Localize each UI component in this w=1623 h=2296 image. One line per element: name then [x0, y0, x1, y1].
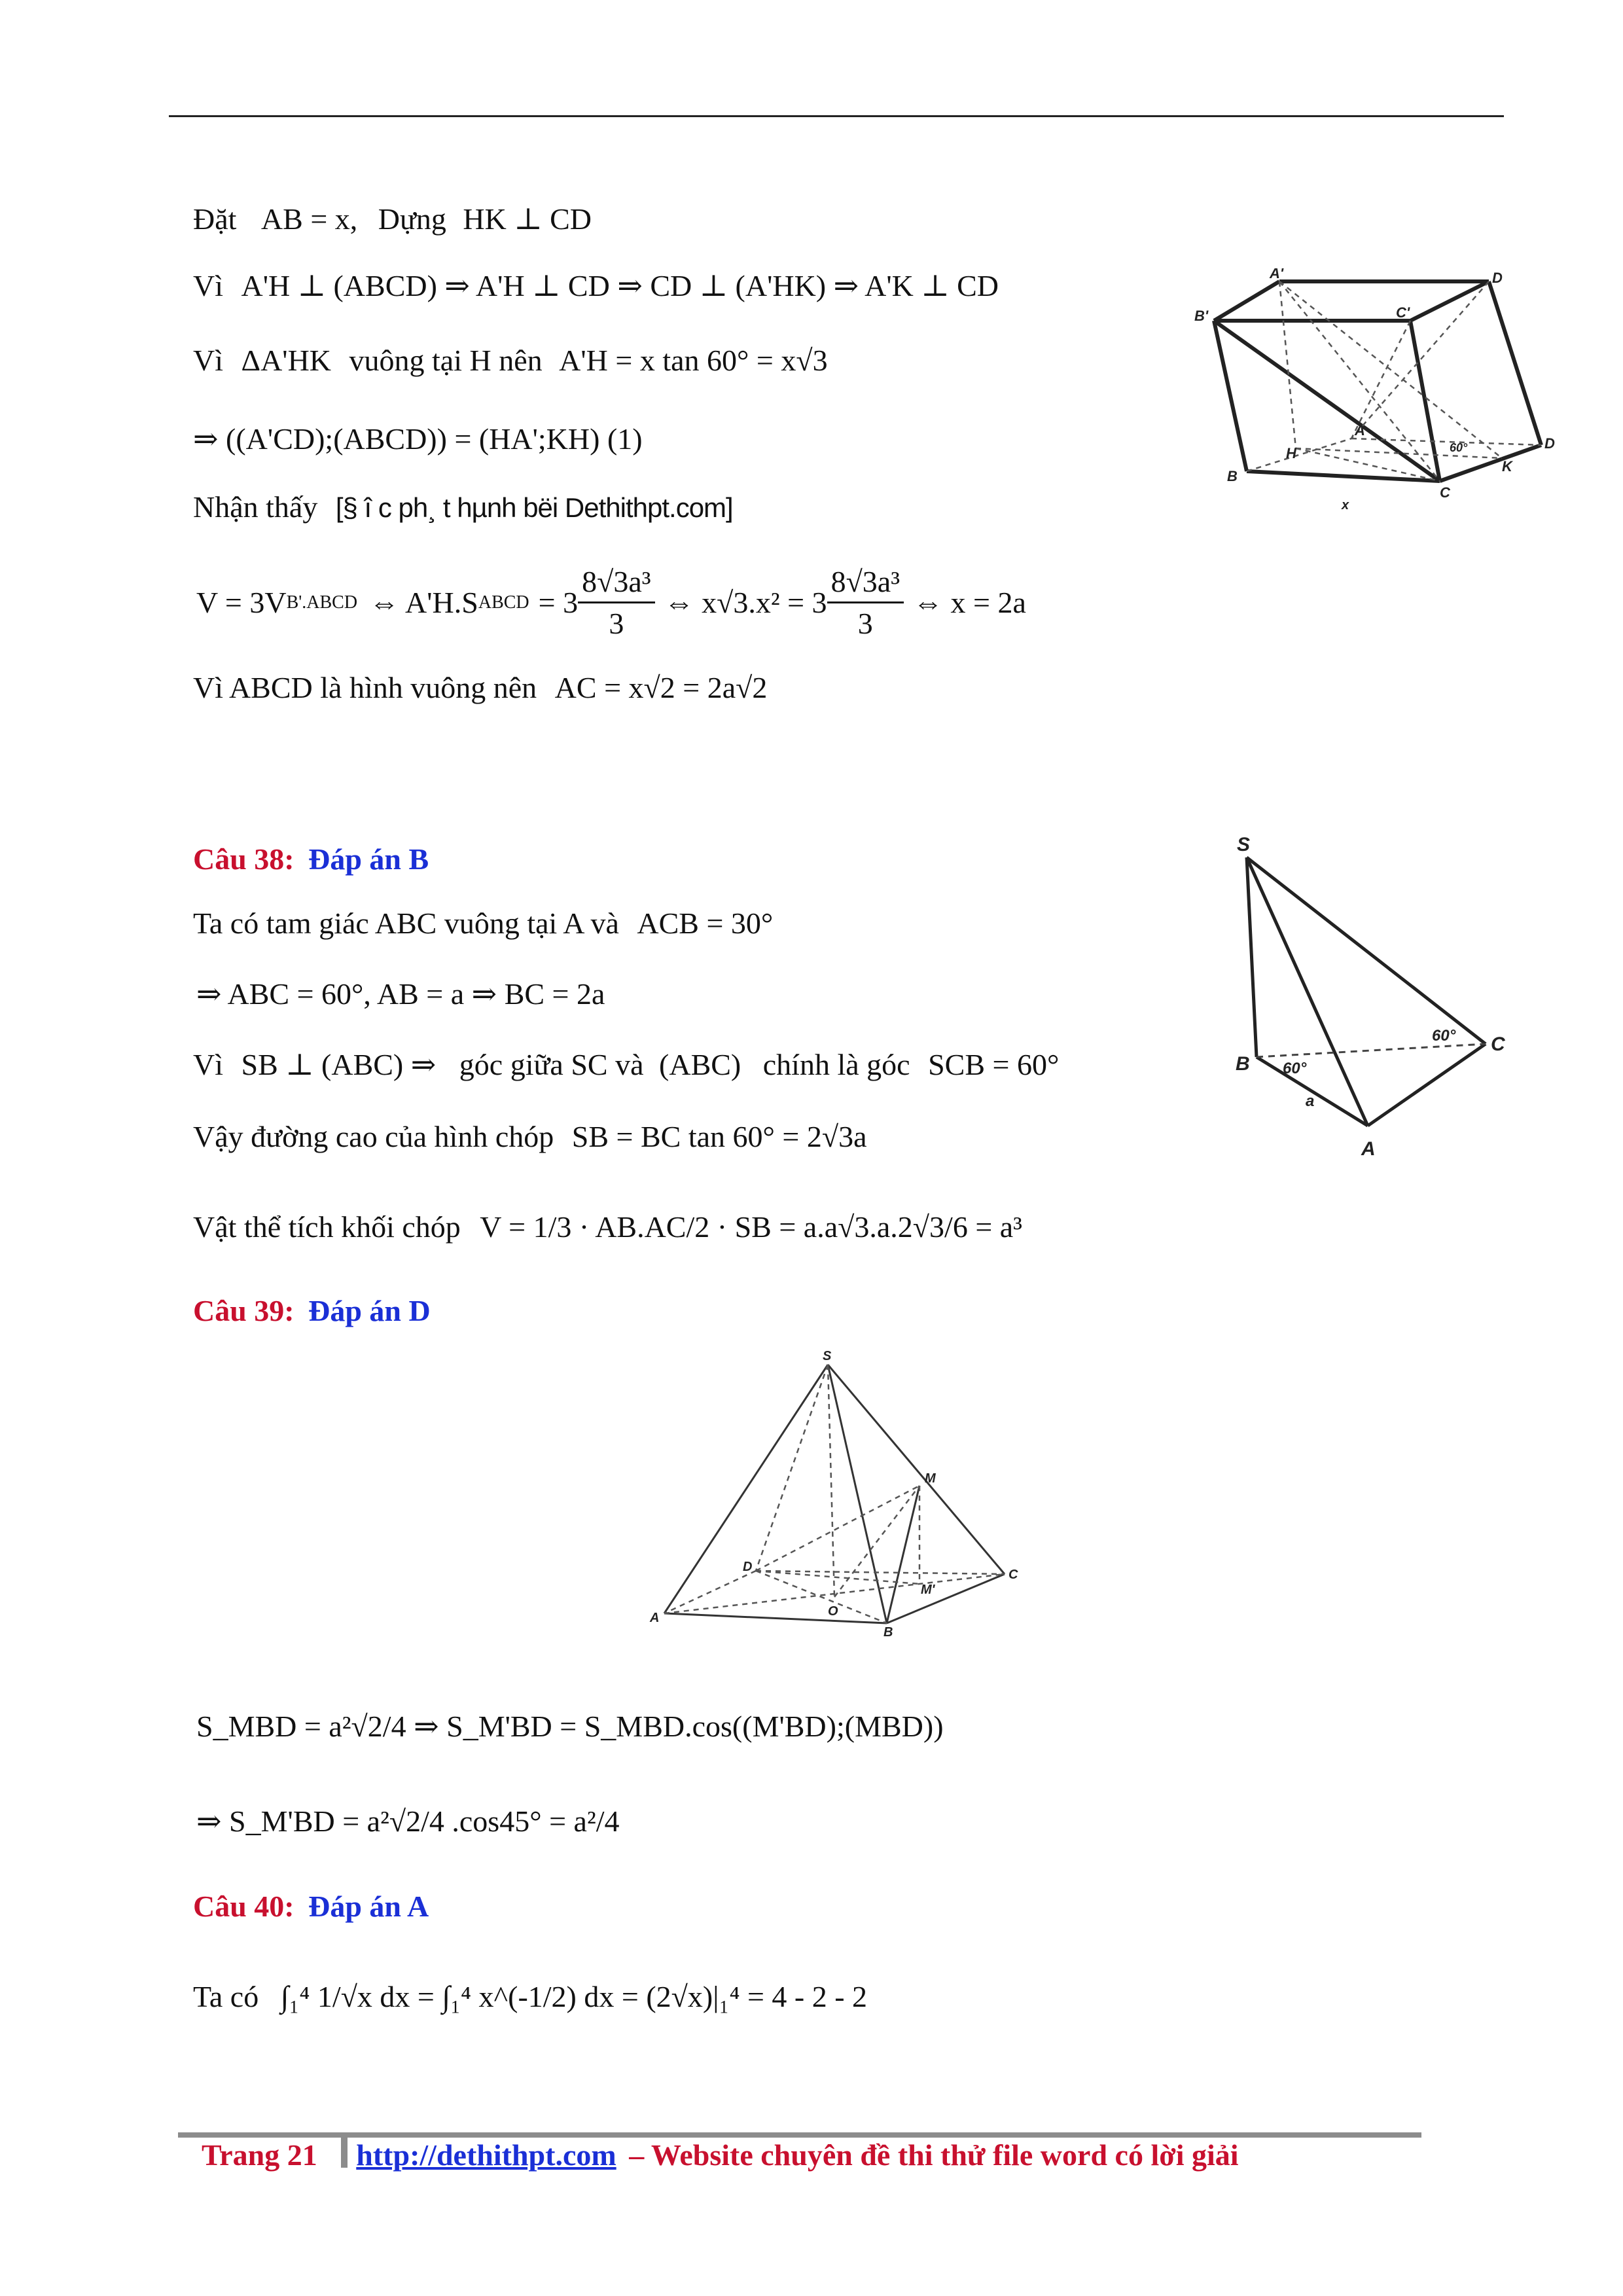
fig2-label-angle-b: 60°: [1283, 1060, 1307, 1077]
fig1-label-x: x: [1342, 498, 1349, 512]
fig1-label-h: H: [1286, 445, 1296, 461]
fig2-label-a: A: [1361, 1138, 1376, 1160]
fig1-label-b-prime: B': [1194, 308, 1209, 324]
fig3-label-s: S: [823, 1349, 832, 1363]
fig3-label-a: A: [650, 1611, 660, 1625]
prev-line-7: Vì ABCD là hình vuông nên AC = x√2 = 2a√2: [193, 671, 768, 704]
q40-heading: Câu 40: Đáp án A: [193, 1890, 429, 1923]
prev-line-6: V = 3V B'.ABCD ⇔ A'H.S ABCD = 3 $\frac{\text{8√3a³}}{3}$ ⇔ x√3.x² = 3 $\frac{\text{8√3a³}}{3}$ ⇔ x = 2a: [196, 565, 1026, 640]
q39-heading: Câu 39: Đáp án D: [193, 1294, 431, 1327]
prev-line-2: Vì A'H ⊥ (ABCD) ⇒ A'H ⊥ CD ⇒ CD ⊥ (A'HK) ⇒ A'K ⊥ CD: [193, 269, 999, 302]
fig3-label-m: M: [925, 1471, 936, 1486]
q39-line-1: S_MBD = a²√2/4 ⇒ S_M'BD = S_MBD.cos((M'BD);(MBD)): [196, 1710, 944, 1743]
fig1-label-a-prime: A': [1270, 268, 1284, 281]
prev-line-4: ⇒ ((A'CD);(ABCD)) = (HA';KH) (1): [193, 422, 643, 456]
q40-line-1: Ta có ∫₁⁴ 1/√x dx = ∫₁⁴ x^(-1/2) dx = (2√x)|₁⁴ = 4 - 2 - 2: [193, 1980, 868, 2013]
fig2-label-a-side: a: [1306, 1092, 1315, 1110]
q38-heading: Câu 38: Đáp án B: [193, 842, 429, 876]
fig2-label-b: B: [1236, 1053, 1250, 1075]
fig3-label-o: O: [828, 1604, 838, 1619]
fig1-label-b: B: [1227, 468, 1238, 484]
footer-tagline: – Website chuyên đề thi thử file word có lời giải: [629, 2138, 1239, 2172]
q38-line-1: Ta có tam giác ABC vuông tại A và ACB = 30°: [193, 906, 774, 940]
fig3-label-m-prime: M': [921, 1583, 935, 1597]
header-rule: [169, 115, 1504, 117]
prev-line-5: Nhận thấy [§ î c ph¸ t hµnh bëi Dethithpt.com]: [193, 490, 733, 524]
fig1-label-c-prime: C': [1396, 304, 1410, 321]
q38-line-3: Vì SB ⊥ (ABC) ⇒ góc giữa SC và (ABC) chính là góc SCB = 60°: [193, 1048, 1060, 1081]
fig1-label-k: K: [1502, 458, 1512, 475]
prev-line-1: Đặt AB = x, Dựng HK ⊥ CD: [193, 202, 592, 236]
q39-line-2: ⇒ S_M'BD = a²√2/4 .cos45° = a²/4: [196, 1804, 620, 1838]
prev-line-3: Vì ΔA'HK vuông tại H nên A'H = x tan 60° = x√3: [193, 344, 828, 377]
figure-prism: [1188, 268, 1567, 537]
fig1-label-d: D: [1544, 435, 1555, 452]
fig1-label-angle: 60°: [1450, 441, 1468, 454]
fig3-label-d: D: [743, 1560, 753, 1574]
footer: [202, 2140, 1239, 2170]
fig3-label-b: B: [883, 1625, 893, 1636]
fig1-label-d-top: D: [1492, 270, 1503, 286]
fig1-label-a: A: [1355, 422, 1365, 439]
figure-pyramid-sabcd: [638, 1348, 1031, 1636]
q38-line-5: Vật thể tích khối chóp V = 1/3 · AB.AC/2 · SB = a.a√3.a.2√3/6 = a³: [193, 1210, 1022, 1244]
fig2-label-c: C: [1491, 1033, 1505, 1055]
fig3-label-c: C: [1008, 1568, 1018, 1582]
figure-pyramid-sabc: [1217, 828, 1525, 1162]
q38-line-4: Vậy đường cao của hình chóp SB = BC tan 60° = 2√3a: [193, 1120, 867, 1153]
fig1-label-c: C: [1440, 484, 1450, 501]
q38-line-2: ⇒ ABC = 60°, AB = a ⇒ BC = 2a: [196, 977, 605, 1011]
footer-link[interactable]: http://dethithpt.com: [356, 2138, 616, 2172]
footer-page-number: Trang 21: [202, 2138, 317, 2172]
fig2-label-s: S: [1237, 834, 1251, 855]
fig2-label-angle-c: 60°: [1432, 1027, 1456, 1045]
footer-rule: [178, 2132, 1421, 2138]
